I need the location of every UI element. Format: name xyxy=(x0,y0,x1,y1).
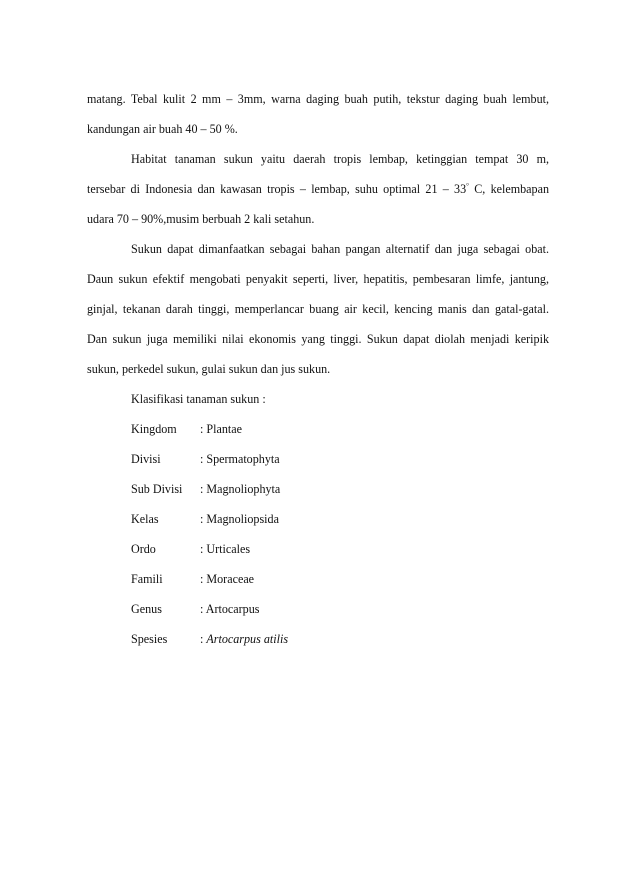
classification-value: : Artocarpus xyxy=(200,602,260,616)
classification-value: : Magnoliophyta xyxy=(200,482,281,496)
classification-row xyxy=(131,504,549,534)
classification-value: : Urticales xyxy=(200,542,251,556)
classification-list xyxy=(131,414,549,654)
classification-key: Spesies xyxy=(131,632,168,646)
text-line: udara 70 – 90%,musim berbuah 2 kali setahun. xyxy=(87,212,315,226)
classification-row xyxy=(131,534,549,564)
text-segment: C, kelembapan xyxy=(468,182,550,196)
species-name: Artocarpus atilis xyxy=(206,632,289,646)
paragraph-habitat xyxy=(87,144,549,234)
classification-value: : Spermatophyta xyxy=(200,452,280,466)
classification-key: Ordo xyxy=(131,542,156,556)
classification-value: : Magnoliopsida xyxy=(200,512,279,526)
text-line: Daun sukun efektif mengobati penyakit seperti, liver, hepatitis, pembesaran limfe, jantung, xyxy=(87,272,549,286)
classification-row xyxy=(131,474,549,504)
classification-key: Famili xyxy=(131,572,163,586)
text-line: kandungan air buah 40 – 50 %. xyxy=(87,122,238,136)
document-page xyxy=(87,84,549,654)
text-line: Sukun dapat dimanfaatkan sebagai bahan pangan alternatif dan juga sebagai obat. xyxy=(131,242,549,256)
text-segment: tersebar di Indonesia dan kawasan tropis – lembap, suhu optimal 21 – 33 xyxy=(87,182,467,196)
text-line: Habitat tanaman sukun yaitu daerah tropis lembap, ketinggian tempat 30 m, xyxy=(131,152,549,166)
classification-row xyxy=(131,564,549,594)
classification-row xyxy=(131,414,549,444)
text-line: Dan sukun juga memiliki nilai ekonomis yang tinggi. Sukun dapat diolah menjadi keripik xyxy=(87,332,549,346)
text-line: ginjal, tekanan darah tinggi, memperlancar buang air kecil, kencing manis dan gatal-gatal. xyxy=(87,302,549,316)
paragraph-fruit-description xyxy=(87,84,549,144)
text-line: matang. Tebal kulit 2 mm – 3mm, warna daging buah putih, tekstur daging buah lembut, xyxy=(87,92,549,106)
classification-key: Divisi xyxy=(131,452,161,466)
classification-key: Kelas xyxy=(131,512,159,526)
paragraph-uses xyxy=(87,234,549,384)
degree-symbol: ° xyxy=(466,181,469,190)
text-line: sukun, perkedel sukun, gulai sukun dan jus sukun. xyxy=(87,362,331,376)
classification-value: : Moraceae xyxy=(200,572,255,586)
classification-row xyxy=(131,594,549,624)
text-line xyxy=(87,174,549,204)
classification-value: : Plantae xyxy=(200,422,242,436)
classification-row xyxy=(131,444,549,474)
classification-value xyxy=(200,624,549,654)
classification-key: Kingdom xyxy=(131,422,177,436)
classification-key: Sub Divisi xyxy=(131,482,183,496)
classification-key: Genus xyxy=(131,602,162,616)
classification-row-species xyxy=(131,624,549,654)
colon-separator: : xyxy=(200,632,207,646)
classification-heading: Klasifikasi tanaman sukun : xyxy=(131,392,266,406)
